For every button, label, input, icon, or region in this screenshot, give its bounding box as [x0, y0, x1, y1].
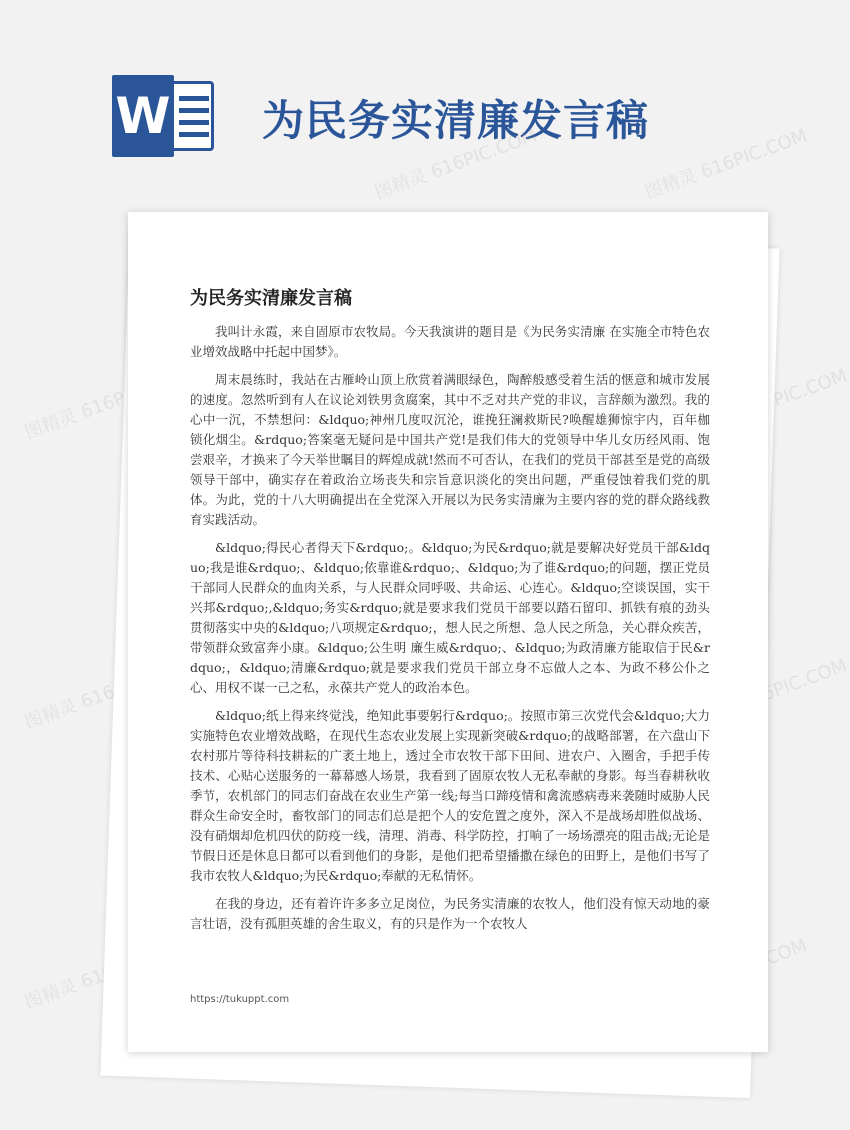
watermark: 图精灵 [22, 975, 80, 1014]
paragraph: 周末晨练时，我站在古雁岭山顶上欣赏着满眼绿色，陶醉般感受着生活的惬意和城市发展的速度。忽然听到有人在议论刘铁男贪腐案，其中不乏对共产党的非议，言辞颇为激烈。我的心中一沉，不禁想问：&ldquo;神州几度叹沉沦，谁挽狂澜救斯民?唤醒雄狮惊宇内，百年枷锁化烟尘。&rdquo;答案毫无疑问是中国共产党!是我们伟大的党领导中华儿女历经风雨、饱尝艰辛，才换来了今天举世瞩目的辉煌成就!然而不可否认，在我们的党员干部甚至是党的高级领导干部中，确实存在着政治立场丧失和宗旨意识淡化的突出问题，严重侵蚀着我们党的肌体。为此，党的十八大明确提出在全党深入开展以为民务实清廉为主要内容的党的群众路线教育实践活动。 [190, 372, 710, 527]
paragraph: &ldquo;纸上得来终觉浅，绝知此事要躬行&rdquo;。按照市第三次党代会&ldquo;大力实施特色农业增效战略，在现代生态农业发展上实现新突破&rdquo;的战略部署，在六盘山下农村那片等待科技耕耘的广袤土地上，透过全市农牧干部下田间、进农户、入圈舍，手把手传技术、心贴心送服务的一幕幕感人场景，我看到了固原农牧人无私奉献的身影。每当春耕秋收季节，农机部门的同志们奋战在农业生产第一线;每当口蹄疫情和禽流感病毒来袭随时威胁人民群众生命安全时，畜牧部门的同志们总是把个人的安危置之度外，深入不是战场却胜似战场、没有硝烟却危机四伏的防疫一线，清理、消毒、科学防控，打响了一场场漂亮的阻击战;无论是节假日还是休息日都可以看到他们的身影，是他们把希望播撒在绿色的田野上，是他们书写了我市农牧人&ldquo;为民&rdquo;奉献的无私情怀。 [190, 708, 710, 883]
word-icon-line [179, 132, 209, 137]
word-icon-letter: W [112, 75, 174, 157]
watermark: 图精灵 616PIC.COM [22, 655, 190, 734]
document-page [128, 212, 768, 1052]
watermark: 图精灵 616PIC.COM [372, 125, 540, 204]
paragraph: &ldquo;得民心者得天下&rdquo;。&ldquo;为民&rdquo;就是要解决好党员干部&ldquo;我是谁&rdquo;、&ldquo;依靠谁&rdquo;、&ldquo;为了谁&rdquo;的问题，摆正党员干部同人民群众的血肉关系，与人民群众同呼吸、共命运、心连心。&ldquo;空谈误国，实干兴邦&rdquo;,&ldquo;务实&rdquo;就是要求我们党员干部要以踏石留印、抓铁有痕的劲头贯彻落实中央的&ldquo;八项规定&rdquo;，想人民之所想、急人民之所急，关心群众疾苦，带领群众致富奔小康。&ldquo;公生明 廉生威&rdquo;、&ldquo;为政清廉方能取信于民&rdquo;，&ldquo;清廉&rdquo;就是要求我们党员干部立身不忘做人之本、为政不移公仆之心、用权不谋一己之私，永葆共产党人的政治本色。 [190, 540, 710, 695]
word-document-icon [112, 75, 217, 157]
document-title: 为民务实清廉发言稿 [190, 288, 352, 309]
watermark: 图精灵 616PIC.COM [22, 365, 190, 444]
word-icon-line [179, 96, 209, 101]
watermark: 616PIC.COM [738, 365, 850, 424]
header [0, 0, 800, 200]
paragraph: 我叫计永霞，来自固原市农牧局。今天我演讲的题目是《为民务实清廉 在实施全市特色农业增效战略中托起中国梦》。 [190, 324, 710, 359]
watermark: 图精灵 616PIC.COM [642, 125, 810, 204]
word-icon-line [179, 108, 209, 113]
paragraph: 在我的身边，还有着许许多多立足岗位，为民务实清廉的农牧人，他们没有惊天动地的豪言壮语，没有孤胆英雄的舍生取义，有的只是作为一个农牧人 [190, 896, 710, 931]
word-icon-line [179, 120, 209, 125]
document-body [190, 322, 710, 942]
source-url: https://tukuppt.com [190, 994, 290, 1005]
watermark: 616PIC.COM [738, 655, 850, 714]
header-title: 为民务实清廉发言稿 [262, 96, 650, 145]
